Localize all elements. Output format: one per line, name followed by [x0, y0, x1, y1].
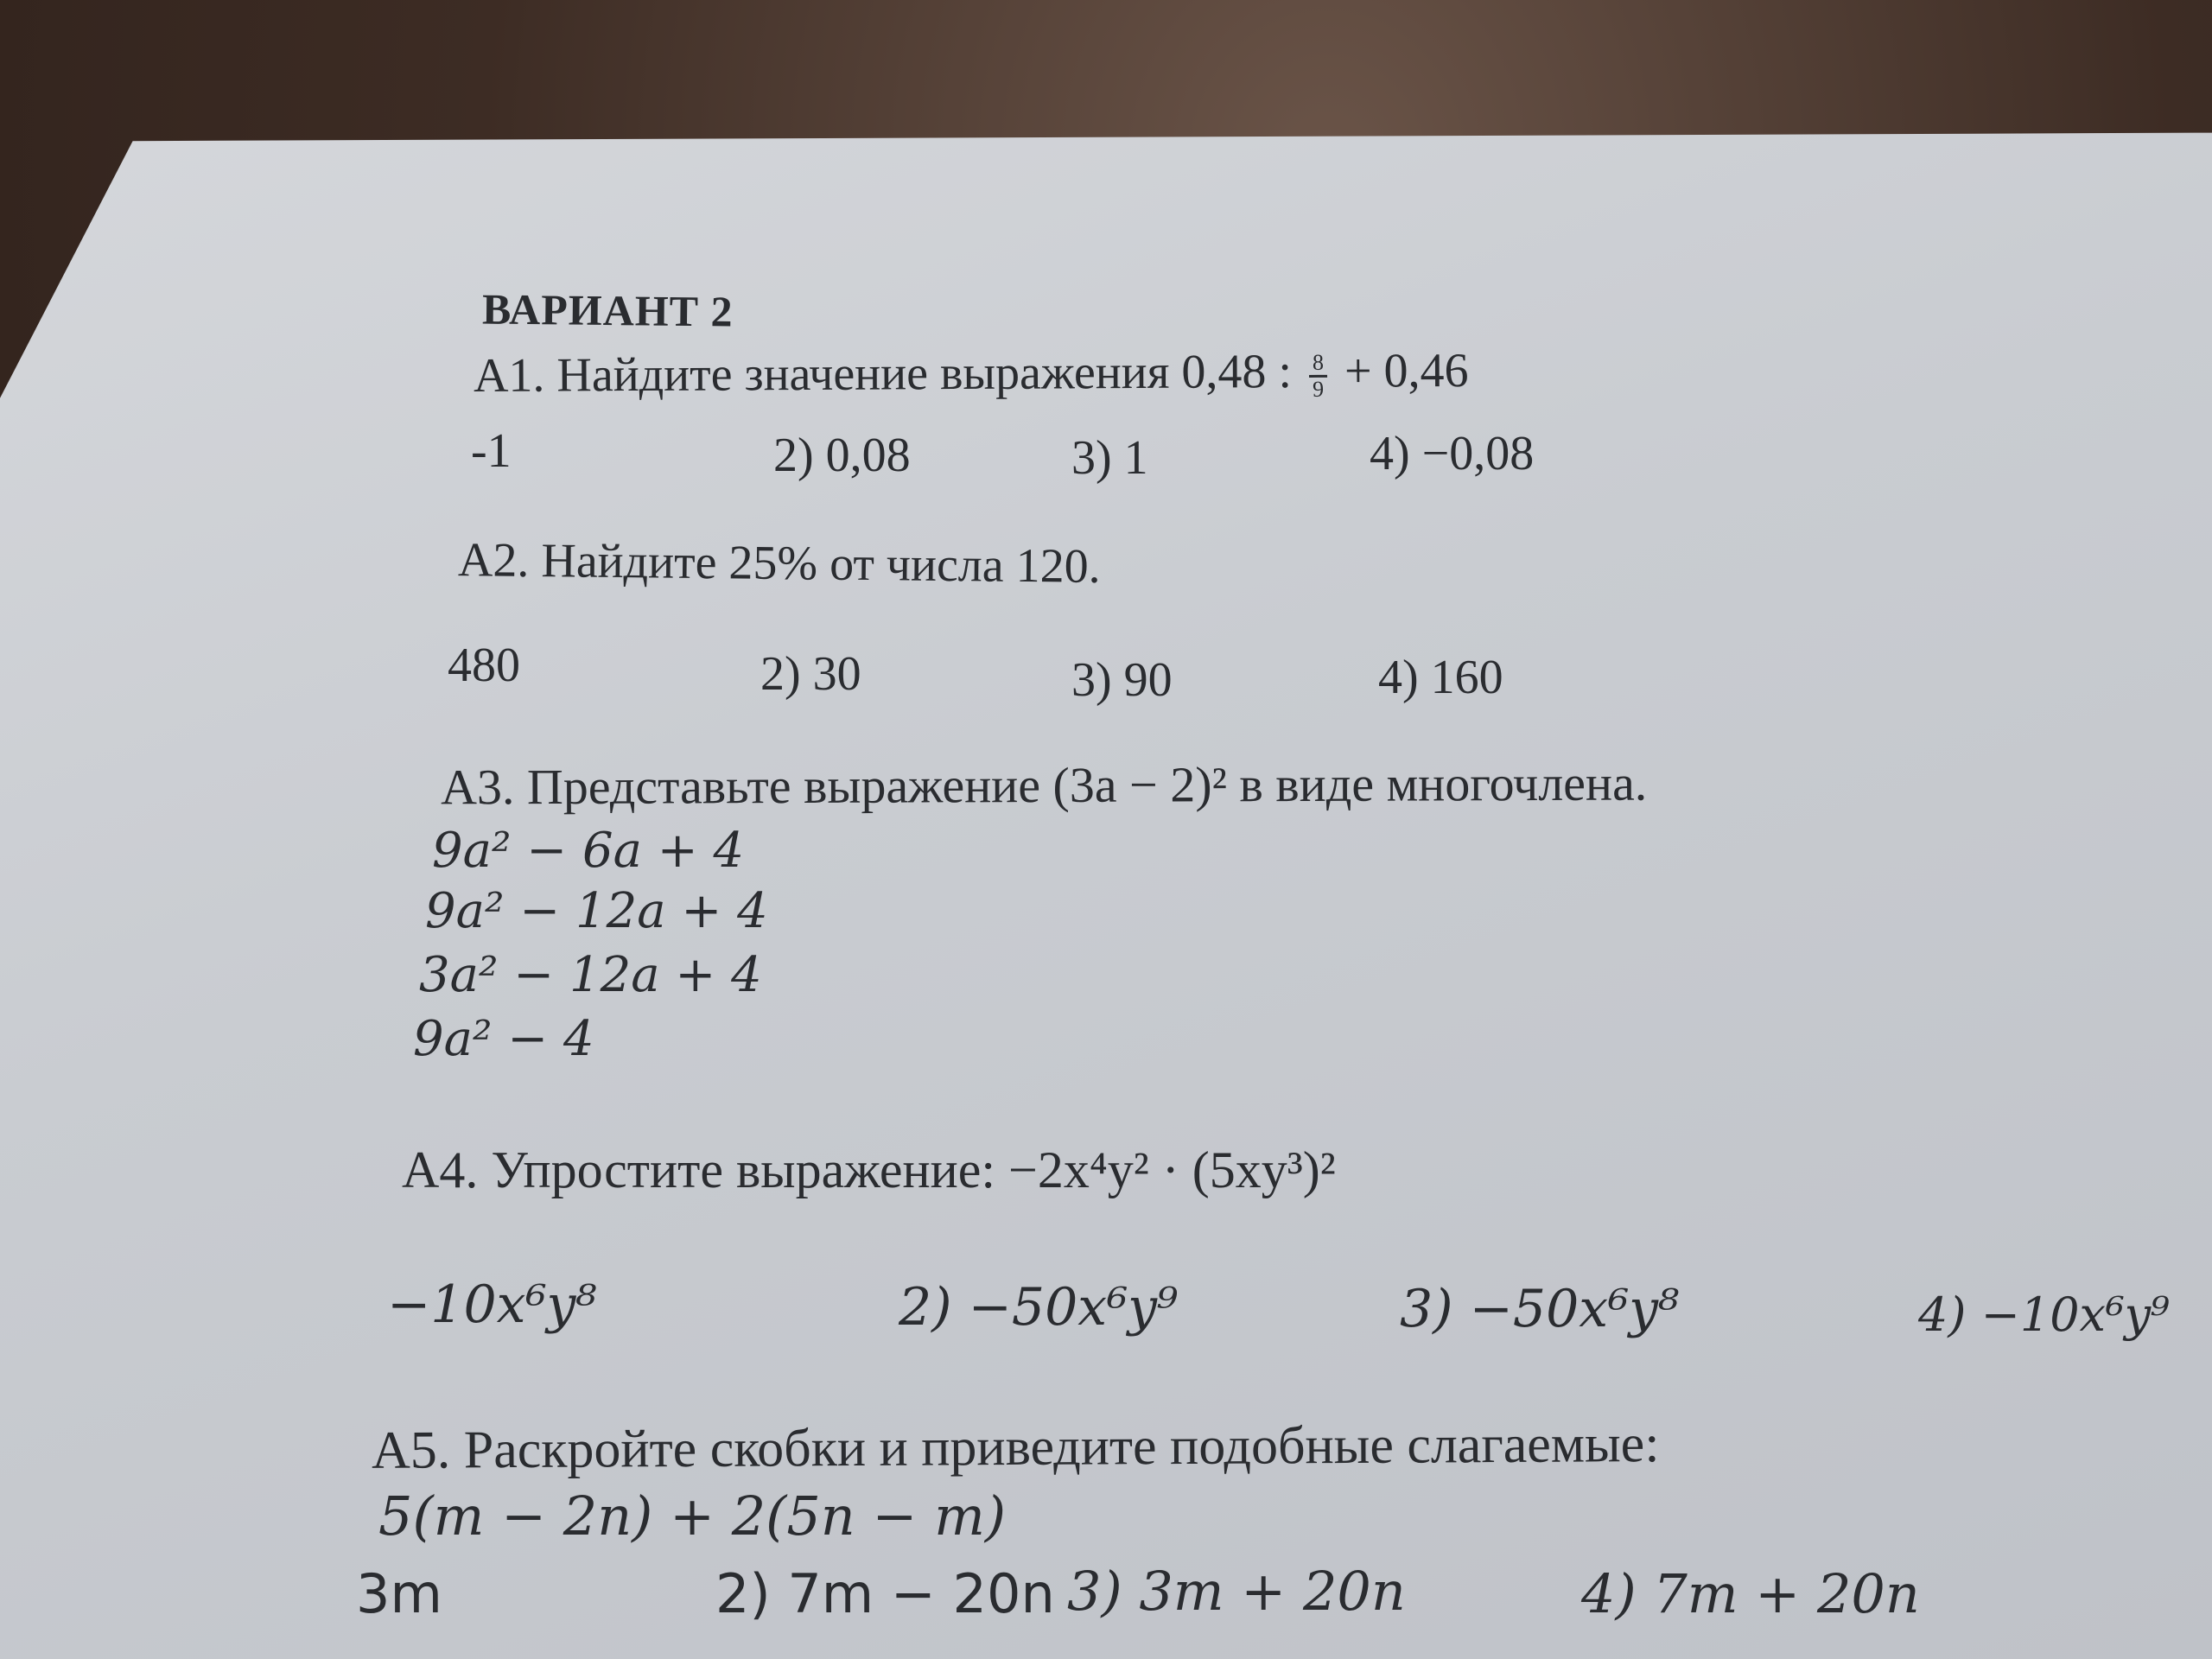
question-a5: А5. Раскройте скобки и приведите подобные слагаемые:	[371, 1414, 1660, 1480]
a4-option-2: 2) −50x⁶y⁹	[899, 1277, 1179, 1338]
a1-option-2: 2) 0,08	[773, 429, 911, 482]
a4-option-1: −10x⁶y⁸	[387, 1274, 597, 1335]
a2-option-2: 2) 30	[760, 647, 861, 701]
a5-option-2: 2) 7m − 20n	[715, 1562, 1055, 1625]
fraction-8-9: $\frac{8}{9}$	[1309, 350, 1327, 401]
question-a1-prompt: А1. Найдите значение выражения 0,48 :	[473, 345, 1293, 404]
a1-option-4: 4) −0,08	[1370, 427, 1535, 480]
question-a1	[474, 343, 1469, 406]
a2-option-3: 3) 90	[1071, 653, 1173, 707]
a1-option-1: -1	[471, 424, 512, 478]
a3-option-3: 3a² − 12a + 4	[419, 947, 762, 1003]
a5-option-4: 4) 7m + 20n	[1581, 1562, 1920, 1625]
a5-expression: 5(m − 2n) + 2(5n − m)	[378, 1484, 1007, 1548]
a3-option-2: 9a² − 12a + 4	[425, 883, 768, 939]
a3-option-4: 9a² − 4	[413, 1011, 594, 1067]
a2-option-1: 480	[448, 639, 520, 692]
a3-option-1: 9a² − 6a + 4	[432, 823, 745, 879]
a2-option-4: 4) 160	[1378, 651, 1503, 704]
question-a1-prompt-tail: + 0,46	[1344, 343, 1469, 398]
a5-option-1: 3m	[356, 1562, 442, 1625]
question-a2: А2. Найдите 25% от числа 120.	[457, 533, 1101, 594]
question-a3: А3. Представьте выражение (3a − 2)² в виде многочлена.	[440, 754, 1648, 816]
a1-option-3: 3) 1	[1071, 431, 1148, 485]
variant-heading: ВАРИАНТ 2	[481, 284, 734, 336]
a4-option-4: 4) −10x⁶y⁹	[1918, 1287, 2170, 1342]
question-a4: А4. Упростите выражение: −2x⁴y² · (5xy³)²	[402, 1141, 1336, 1198]
a4-option-3: 3) −50x⁶y⁸	[1400, 1279, 1680, 1339]
a5-option-3: 3) 3m + 20n	[1067, 1560, 1406, 1623]
